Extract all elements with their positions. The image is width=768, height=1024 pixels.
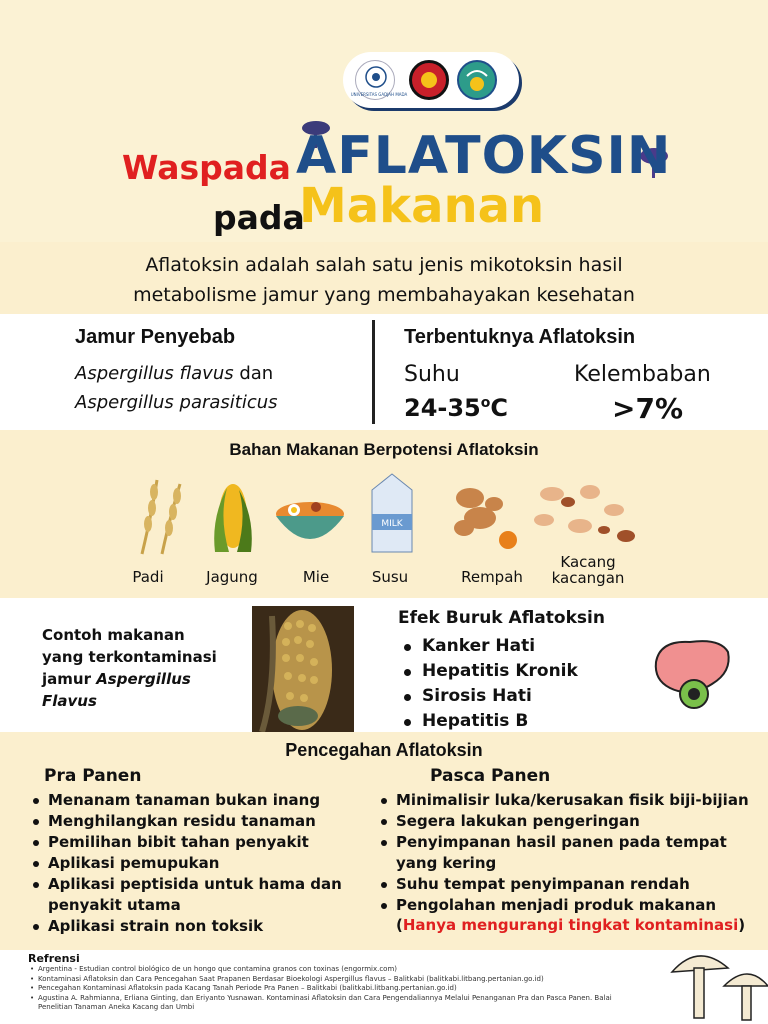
list-item: Pengolahan menjadi produk makanan: [378, 895, 750, 916]
svg-text:MILK: MILK: [381, 519, 403, 529]
contoh-efek-section: [0, 598, 768, 732]
kelembaban-label: Kelembaban: [574, 362, 711, 387]
list-item: Hepatitis B: [398, 709, 605, 734]
food-label: Rempah: [461, 568, 523, 586]
efek-section: [398, 608, 605, 734]
list-item: Minimalisir luka/kerusakan fisik biji-bijian: [378, 790, 750, 811]
reference-item: • Pencegahan Kontaminasi Aflatoksin pada Kacang Tanah Periode Pra Panen – Balitkabi (balitkabi.litbang.pertanian.go.id): [24, 984, 640, 994]
liver-virus-icon: [650, 632, 734, 722]
food-label: Padi: [132, 568, 164, 586]
milk-carton-icon: [364, 470, 420, 554]
list-item: Aplikasi strain non toksik: [30, 916, 350, 937]
list-item: Menghilangkan residu tanaman: [30, 811, 350, 832]
list-item: Menanam tanaman bukan inang: [30, 790, 350, 811]
species-name: Aspergillus flavus: [75, 363, 234, 384]
reference-item: • Agustina A. Rahmianna, Erliana Ginting, dan Eriyanto Yusnawan. Kontaminasi Aflatoksin dan Cara Pengendaliannya Melalui Penanganan Pra dan Pasca Panen. Balai Penelitian Tanaman Aneka Kacang dan Umbi: [24, 994, 640, 1013]
terbentuk-heading: Terbentuknya Aflatoksin: [404, 326, 636, 348]
nuts-icon: [530, 480, 640, 550]
corn-icon: [205, 478, 261, 558]
kelembaban-value: >7%: [612, 392, 683, 425]
references-section: [0, 950, 768, 1024]
title-aflatoksin: AFLATOKSIN: [296, 126, 672, 186]
list-item: Aplikasi peptisida untuk hama dan penyakit utama: [30, 874, 350, 916]
spice-icon: [440, 476, 524, 554]
title-waspada: Waspada: [122, 148, 291, 187]
mushroom-cluster-icon: [668, 942, 768, 1024]
contaminated-corn-photo: [252, 606, 354, 732]
food-label: Mie: [302, 568, 330, 586]
contoh-text: Contoh makanan yang terkontaminasi jamur Aspergillus Flavus: [42, 626, 217, 710]
efek-heading: Efek Buruk Aflatoksin: [398, 608, 605, 628]
list-item: Segera lakukan pengeringan: [378, 811, 750, 832]
green-emblem-icon: [457, 60, 497, 100]
suhu-value: 24-35$^o$C: [404, 394, 509, 422]
pencegahan-section: [0, 732, 768, 950]
pasca-note: (Hanya mengurangi tingkat kontaminasi): [396, 916, 746, 934]
list-item: Sirosis Hati: [398, 684, 605, 709]
intro-text: [0, 242, 768, 314]
divider: [372, 320, 375, 424]
jamur-heading: Jamur Penyebab: [75, 326, 236, 348]
ugm-caption: UNIVERSITAS GADJAH MADA: [350, 92, 408, 97]
list-item: Hepatitis Kronik: [398, 659, 605, 684]
reference-item: • Argentina - Estudian control biológico de un hongo que contamina granos con toxinas (engormix.com): [24, 965, 640, 975]
list-item: Aplikasi pemupukan: [30, 853, 350, 874]
intro-line: metabolisme jamur yang membahayakan kesehatan: [133, 284, 635, 306]
suhu-label: Suhu: [404, 362, 460, 387]
pra-heading: Pra Panen: [44, 766, 142, 786]
reference-item: • Kontaminasi Aflatoksin dan Cara Pencegahan Saat Prapanen Berdasar Bioekologi Aspergillus flavus – Balitkabi (balitkabi.litbang.pertanian.go.id): [24, 975, 640, 985]
refs-heading: Refrensi: [28, 952, 80, 965]
title-makanan: Makanan: [299, 178, 545, 234]
foods-section: [0, 430, 768, 598]
list-item: Pemilihan bibit tahan penyakit: [30, 832, 350, 853]
pasca-heading: Pasca Panen: [430, 766, 551, 786]
species-name: Aspergillus parasiticus: [75, 392, 278, 413]
conjunction: dan: [233, 363, 274, 384]
list-item: Kanker Hati: [398, 634, 605, 659]
info-section: [0, 314, 768, 430]
red-emblem-icon: [409, 60, 449, 100]
foods-heading: Bahan Makanan Berpotensi Aflatoksin: [229, 440, 539, 459]
food-label: Jagung: [206, 568, 258, 586]
food-label: Kacang kacangan: [551, 553, 625, 587]
pencegahan-heading: Pencegahan Aflatoksin: [285, 740, 483, 760]
rice-icon: [122, 472, 202, 556]
title-pada: pada: [213, 198, 305, 237]
list-item: Penyimpanan hasil panen pada tempat yang kering: [378, 832, 750, 874]
logo-bar: [343, 52, 519, 108]
list-item: Suhu tempat penyimpanan rendah: [378, 874, 750, 895]
noodle-bowl-icon: [272, 492, 348, 552]
food-label: Susu: [371, 568, 409, 586]
intro-line: Aflatoksin adalah salah satu jenis mikotoksin hasil: [145, 254, 623, 276]
